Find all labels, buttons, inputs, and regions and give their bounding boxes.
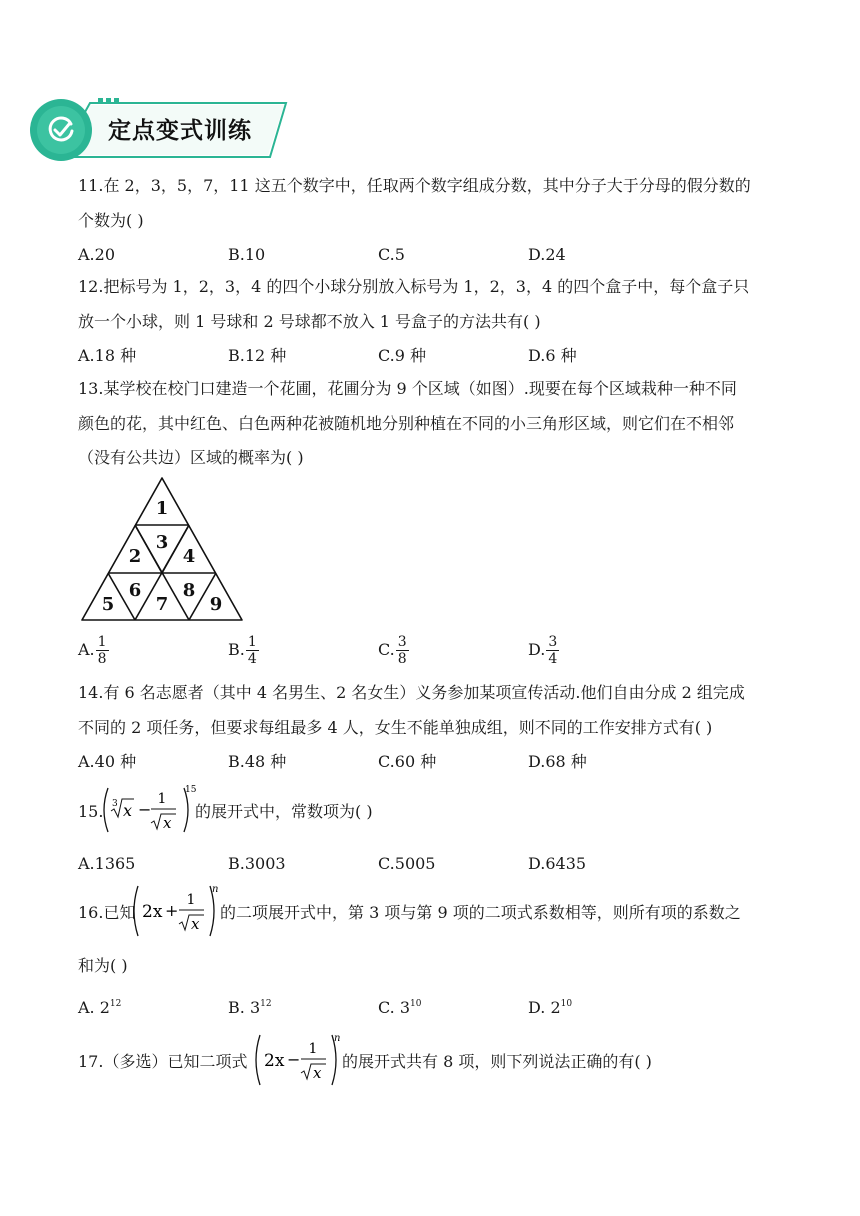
q17-lead-term: 2x: [264, 1051, 285, 1071]
q16-option-b[interactable]: [228, 993, 272, 1019]
q14-option-a[interactable]: A.40 种: [78, 752, 137, 771]
q16-option-c-exponent: 10: [410, 999, 422, 1009]
q16-option-d-base: 2: [550, 998, 561, 1017]
q13-option-d-numerator: 3: [548, 634, 558, 650]
section-title: 定点变式训练: [108, 118, 252, 144]
q11-option-d[interactable]: D.24: [528, 245, 566, 264]
q12-option-a[interactable]: A.18 种: [78, 346, 137, 365]
region-label-8: 8: [182, 580, 196, 601]
question-11-line-1: 11.在 2，3，5，7，11 这五个数字中，任取两个数字组成分数，其中分子大于分母的假分数的: [78, 176, 751, 195]
question-15-suffix: 的展开式中，常数项为( ): [195, 802, 373, 821]
check-circle-icon: [47, 116, 75, 144]
q13-option-b-prefix: B.: [228, 640, 245, 659]
q13-option-c[interactable]: [378, 634, 409, 667]
q13-option-b-numerator: 1: [247, 634, 257, 650]
q13-option-c-numerator: 3: [397, 634, 407, 650]
q13-option-b-denominator: 4: [247, 651, 257, 667]
q17-numerator: 1: [308, 1041, 318, 1057]
q14-option-c[interactable]: C.60 种: [378, 752, 437, 771]
question-14-line-1: 14.有 6 名志愿者（其中 4 名男生、2 名女生）义务参加某项宣传活动.他们自由分成 2 组完成: [78, 683, 745, 702]
question-16-prefix: 16.已知: [78, 903, 136, 922]
question-16-suffix: 的二项展开式中，第 3 项与第 9 项的二项式系数相等，则所有项的系数之: [220, 903, 741, 922]
region-label-3: 3: [155, 532, 169, 553]
question-12-line-1: 12.把标号为 1，2，3，4 的四个小球分别放入标号为 1，2，3，4 的四个盒子中，每个盒子只: [78, 277, 750, 296]
q13-option-c-prefix: C.: [378, 640, 395, 659]
q13-option-d-prefix: D.: [528, 640, 546, 659]
q15-option-a[interactable]: A.1365: [78, 854, 136, 873]
q17-minus: −: [287, 1050, 301, 1069]
question-13-line-1: 13.某学校在校门口建造一个花圃，花圃分为 9 个区域（如图）.现要在每个区域栽种一种不同: [78, 379, 737, 398]
region-label-4: 4: [182, 546, 196, 567]
q13-option-a-numerator: 1: [97, 634, 107, 650]
q11-option-c[interactable]: C.5: [378, 245, 405, 264]
q16-option-d[interactable]: [528, 993, 572, 1019]
region-label-9: 9: [209, 594, 223, 615]
q16-option-c[interactable]: [378, 993, 421, 1019]
q11-option-b[interactable]: B.10: [228, 245, 266, 264]
question-15-prefix: 15.: [78, 802, 104, 821]
q15-radicand: x: [123, 801, 133, 820]
q16-option-a[interactable]: [78, 993, 121, 1019]
q16-option-c-base: 3: [399, 998, 411, 1017]
q16-option-c-prefix: C.: [378, 998, 400, 1017]
q14-option-d[interactable]: D.68 种: [528, 752, 587, 771]
question-14-line-2: 不同的 2 项任务，但要求每组最多 4 人，女生不能单独成组，则不同的工作安排方式有( ): [78, 718, 713, 737]
q16-plus: +: [165, 901, 179, 920]
q16-option-b-base: 3: [249, 998, 261, 1017]
region-label-7: 7: [155, 594, 169, 615]
region-label-1: 1: [155, 498, 169, 519]
q13-option-d-fraction: [546, 634, 559, 667]
q16-exponent: n: [212, 884, 219, 895]
question-13-line-3: （没有公共边）区域的概率为( ): [78, 448, 304, 467]
q13-option-a[interactable]: [78, 634, 109, 667]
q15-minus: −: [138, 800, 152, 819]
q16-option-a-prefix: A.: [78, 998, 100, 1017]
q17-denominator: x: [313, 1064, 322, 1082]
q12-option-b[interactable]: B.12 种: [228, 346, 287, 365]
q15-exponent: 15: [185, 785, 197, 795]
q15-expression: [100, 784, 197, 844]
question-13-line-2: 颜色的花，其中红色、白色两种花被随机地分别种植在不同的小三角形区域，则它们在不相邻: [78, 414, 735, 433]
q13-option-a-fraction: [96, 634, 109, 667]
q14-option-b[interactable]: B.48 种: [228, 752, 287, 771]
q16-option-d-exponent: 10: [560, 999, 573, 1009]
region-label-6: 6: [128, 580, 142, 601]
q17-expression: [252, 1031, 342, 1095]
region-label-5: 5: [101, 594, 115, 615]
q15-option-b[interactable]: B.3003: [228, 854, 286, 873]
q11-option-a[interactable]: A.20: [78, 245, 115, 264]
q16-option-a-base: 2: [99, 998, 110, 1017]
flower-bed-figure: [78, 476, 248, 622]
q16-option-b-prefix: B.: [228, 998, 250, 1017]
q15-denominator: x: [163, 814, 172, 832]
q13-option-a-prefix: A.: [78, 640, 95, 659]
q16-lead-term: 2x: [142, 902, 163, 922]
q15-option-c[interactable]: C.5005: [378, 854, 436, 873]
q13-option-c-fraction: [396, 634, 409, 667]
q16-numerator: 1: [186, 892, 196, 908]
q16-option-b-exponent: 12: [260, 999, 272, 1009]
q15-numerator: 1: [157, 791, 167, 807]
q13-option-b[interactable]: [228, 634, 259, 667]
q12-option-c[interactable]: C.9 种: [378, 346, 427, 365]
question-16-line-2: 和为( ): [78, 956, 128, 975]
q16-option-a-exponent: 12: [109, 999, 122, 1009]
q13-option-c-denominator: 8: [397, 651, 407, 667]
q16-expression: [130, 882, 220, 946]
q13-option-d-denominator: 4: [548, 651, 558, 667]
q12-option-d[interactable]: D.6 种: [528, 346, 577, 365]
q16-denominator: x: [191, 915, 200, 933]
q17-exponent: n: [334, 1033, 341, 1044]
q13-option-b-fraction: [246, 634, 259, 667]
question-17-suffix: 的展开式共有 8 项，则下列说法正确的有( ): [342, 1052, 652, 1071]
q13-option-a-denominator: 8: [97, 651, 107, 667]
region-label-2: 2: [128, 546, 142, 567]
question-17-prefix: 17.（多选）已知二项式: [78, 1052, 248, 1071]
q15-root-index: 3: [112, 799, 118, 809]
q13-option-d[interactable]: [528, 634, 559, 667]
q15-option-d[interactable]: D.6435: [528, 854, 587, 873]
question-12-line-2: 放一个小球，则 1 号球和 2 号球都不放入 1 号盒子的方法共有( ): [78, 312, 541, 331]
question-11-line-2: 个数为( ): [78, 211, 144, 230]
q16-option-d-prefix: D.: [528, 998, 551, 1017]
